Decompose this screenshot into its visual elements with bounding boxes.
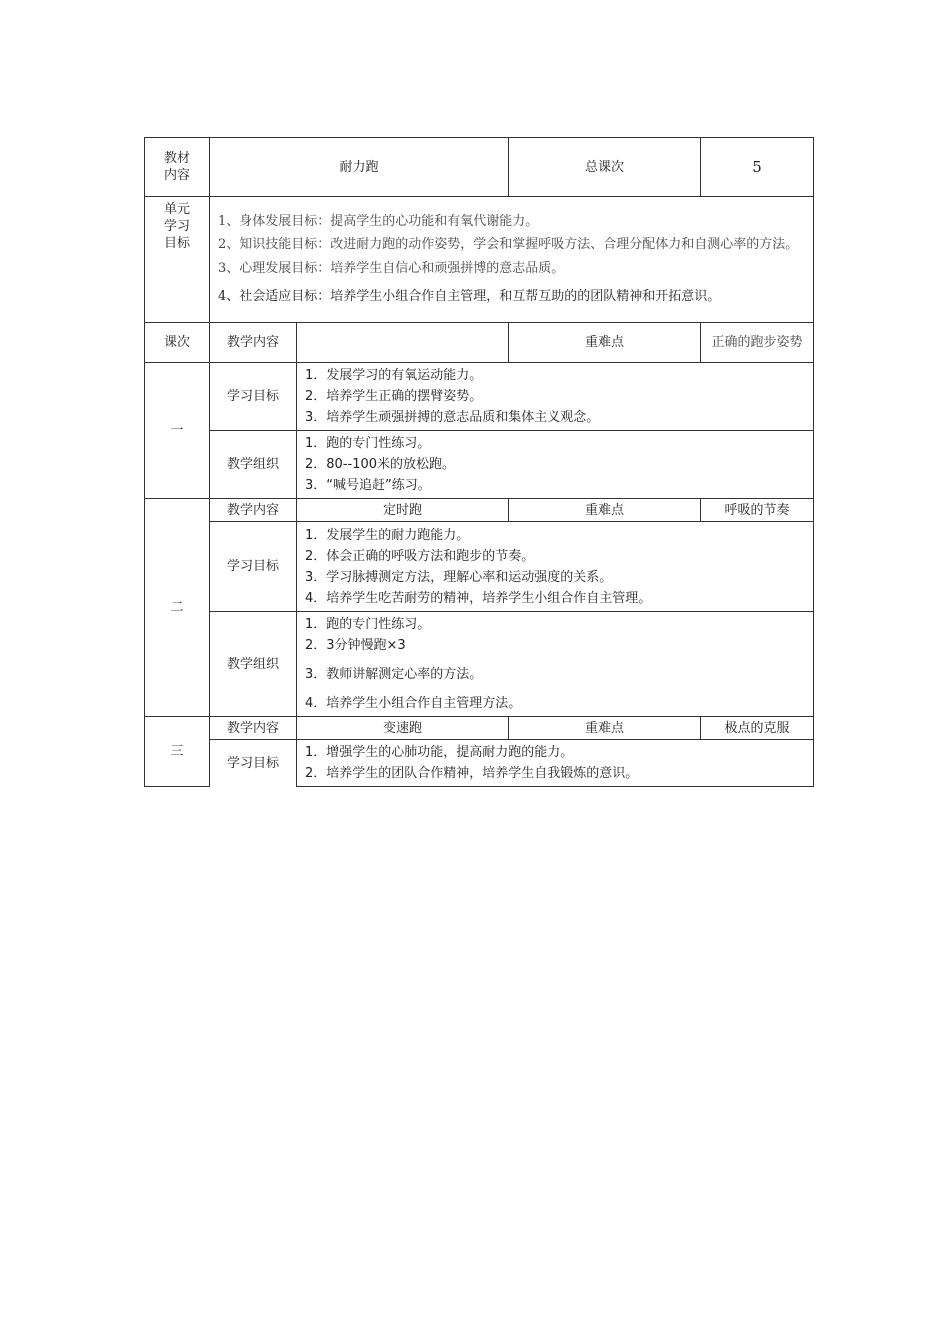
lesson-1-goals-list [297, 363, 814, 431]
list-item: 1．发展学习的有氧运动能力。 [305, 368, 483, 383]
unit-goal-item: 1、身体发展目标：提高学生的心功能和有氧代谢能力。 [218, 214, 539, 229]
lesson-header-row [145, 323, 814, 363]
list-item: 1．发展学生的耐力跑能力。 [305, 527, 470, 543]
lesson-2-goals-list [297, 522, 814, 612]
lesson-plan-table [144, 137, 814, 787]
header-row [145, 138, 814, 197]
lesson-1-org-row [145, 431, 814, 499]
list-item: 4．培养学生吃苦耐劳的精神，培养学生小组合作自主管理。 [305, 590, 652, 606]
content-label: 教学内容 [210, 323, 297, 363]
unit-goal-item: 2、知识技能目标：改进耐力跑的动作姿势，学会和掌握呼吸方法、合理分配体力和自测心率的方法。 [218, 237, 799, 252]
list-item: 3．教师讲解测定心率的方法。 [305, 667, 483, 682]
list-item: 2．3分钟慢跑×3 [305, 638, 406, 653]
lesson-3-goals-row [145, 740, 814, 787]
unit-goal-item: 4、社会适应目标：培养学生小组合作自主管理，和互帮互助的的团队精神和开拓意识。 [218, 289, 721, 304]
lesson-3-number: 三 [145, 717, 210, 787]
list-item: 1．跑的专门性练习。 [305, 436, 431, 451]
unit-goal-item: 3、心理发展目标：培养学生自信心和顽强拼博的意志品质。 [218, 261, 565, 276]
lesson-2-goals-row [145, 522, 814, 612]
list-item: 2．培养学生的团队合作精神，培养学生自我锻炼的意识。 [305, 766, 639, 781]
list-item: 4．培养学生小组合作自主管理方法。 [305, 696, 522, 711]
list-item: 2．培养学生正确的摆臂姿势。 [305, 389, 483, 404]
unit-goals-row [145, 197, 814, 323]
list-item: 3．“喊号追赶”练习。 [305, 478, 431, 493]
lesson-2-org-label: 教学组织 [210, 612, 297, 717]
lesson-1-number: 一 [145, 363, 210, 499]
list-item: 2．80--100米的放松跑。 [305, 457, 456, 472]
content-value [297, 323, 509, 363]
lesson-2-header-row [145, 499, 814, 522]
lesson-3-header-row [145, 717, 814, 740]
lesson-1-org-list [297, 431, 814, 499]
list-item: 3．培养学生顽强拼搏的意志品质和集体主义观念。 [305, 410, 600, 425]
material-content: 耐力跑 [210, 138, 509, 197]
lesson-2-org-row [145, 612, 814, 717]
lesson-3-content-label: 教学内容 [210, 717, 297, 740]
lesson-1-goals-label: 学习目标 [210, 363, 297, 431]
lesson-1-goals-row [145, 363, 814, 431]
lesson-2-number: 二 [145, 499, 210, 717]
lesson-3-goals-list [297, 740, 814, 787]
lesson-2-key-value: 呼吸的节奏 [701, 499, 814, 522]
unit-goals-list [210, 197, 814, 323]
key-point-label: 重难点 [509, 323, 701, 363]
list-item: 3．学习脉搏测定方法，理解心率和运动强度的关系。 [305, 569, 613, 585]
lesson-2-content-label: 教学内容 [210, 499, 297, 522]
total-lessons-value: 5 [701, 138, 814, 197]
lesson-number-label: 课次 [145, 323, 210, 363]
lesson-3-content-value: 变速跑 [297, 717, 509, 740]
total-lessons-label: 总课次 [509, 138, 701, 197]
lesson-1-org-label: 教学组织 [210, 431, 297, 499]
lesson-3-key-label: 重难点 [509, 717, 701, 740]
material-label: 教材 内容 [145, 138, 210, 197]
lesson-2-org-list [297, 612, 814, 717]
lesson-3-goals-label: 学习目标 [210, 740, 297, 787]
lesson-2-content-value: 定时跑 [297, 499, 509, 522]
list-item: 2．体会正确的呼吸方法和跑步的节奏。 [305, 548, 535, 564]
lesson-2-key-label: 重难点 [509, 499, 701, 522]
list-item: 1．跑的专门性练习。 [305, 617, 431, 632]
lesson-3-key-value: 极点的克服 [701, 717, 814, 740]
unit-goals-label: 单元 学习 目标 [145, 197, 210, 323]
list-item: 1．增强学生的心肺功能，提高耐力跑的能力。 [305, 745, 574, 760]
key-point-value: 正确的跑步姿势 [701, 323, 814, 363]
lesson-2-goals-label: 学习目标 [210, 522, 297, 612]
